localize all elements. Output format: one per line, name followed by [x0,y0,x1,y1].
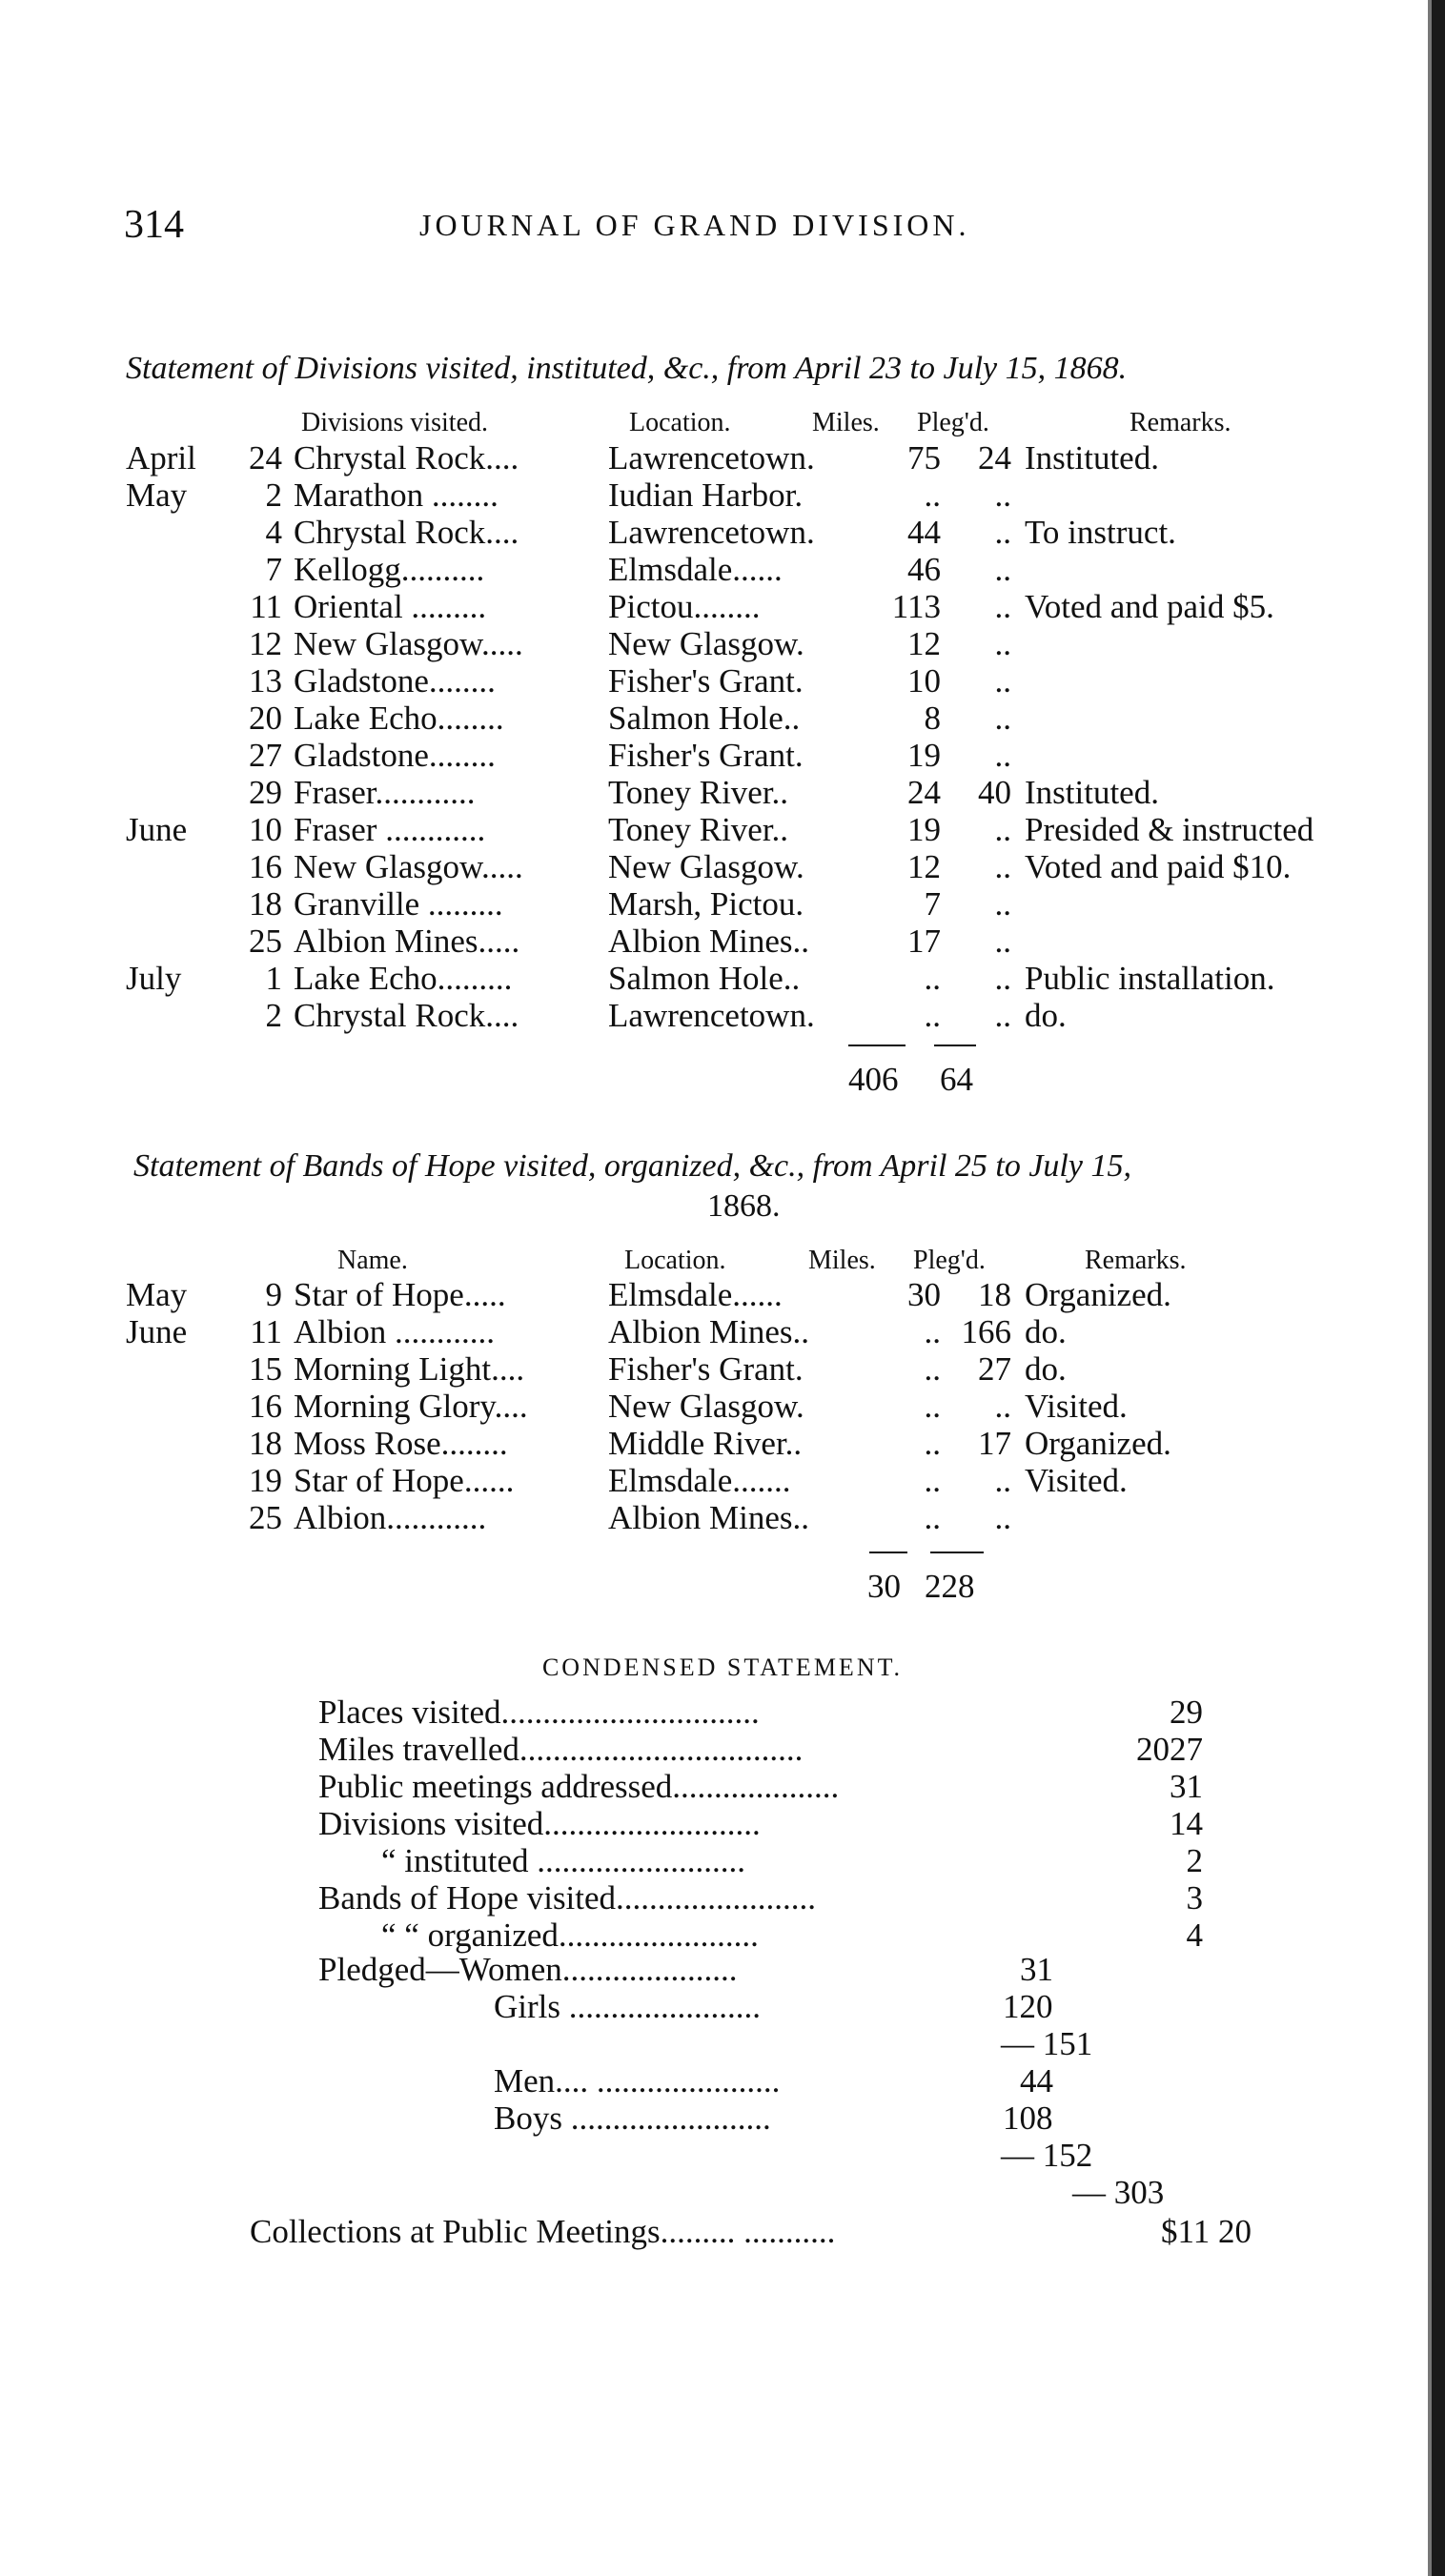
cell-miles: 30 [907,1276,941,1313]
cell-pledged: .. [994,700,1011,737]
cell-pledged: .. [994,960,1011,997]
cell-pledged: .. [994,997,1011,1034]
table-row [126,737,1406,774]
cell-location: New Glasgow. [608,848,804,885]
table-row [126,1313,1406,1350]
table-row [126,1276,1406,1313]
table-row [126,700,1406,737]
divisions-total-miles: 406 [848,1061,899,1098]
cell-pledged: 18 [978,1276,1011,1313]
table-row [126,1462,1406,1499]
cell-pledged: 166 [961,1313,1011,1350]
bands-col-pledged: Pleg'd. [913,1246,986,1275]
cell-miles: .. [924,1462,941,1499]
cell-miles: .. [924,1388,941,1425]
condensed-title: CONDENSED STATEMENT. [541,1653,904,1681]
cell-remarks [1025,885,1406,923]
bands-pledged-rule [930,1552,984,1553]
divisions-pledged-rule [934,1045,976,1046]
cell-miles: .. [924,1313,941,1350]
page-edge [1432,0,1445,2576]
cell-location: Fisher's Grant. [608,1350,804,1388]
page-number: 314 [124,203,184,247]
cell-pledged: 24 [978,439,1011,477]
condensed-line-value: 31 [1170,1768,1203,1805]
cell-month: June [126,811,188,848]
cell-day: 20 [249,700,282,737]
cell-location: Albion Mines.. [608,1499,809,1536]
bands-col-remarks: Remarks. [1085,1246,1187,1275]
cell-pledged: .. [994,848,1011,885]
cell-pledged: 17 [978,1425,1011,1462]
cell-miles: 113 [891,588,941,625]
condensed-line-value: 2027 [1136,1731,1203,1768]
table-row [126,588,1406,625]
cell-location: Lawrencetown. [608,439,815,477]
cell-remarks: Presided & instructed [1025,811,1314,848]
pledged-boys-label: Boys ........................ [494,2099,771,2137]
cell-miles: 46 [907,551,941,588]
cell-miles: 12 [907,848,941,885]
cell-name: Gladstone........ [294,737,496,774]
cell-remarks: Visited. [1025,1462,1128,1499]
cell-miles: 8 [924,700,941,737]
cell-remarks: Instituted. [1025,774,1159,811]
cell-month [126,923,238,960]
table-row [126,1388,1406,1425]
table-row [126,997,1406,1034]
cell-month [126,1388,238,1425]
condensed-line-label: “ instituted ......................... [381,1842,746,1879]
pledged-men-value: 44 [1020,2062,1053,2099]
cell-pledged: .. [994,662,1011,700]
cell-name: Lake Echo......... [294,960,513,997]
cell-remarks: Voted and paid $5. [1025,588,1274,625]
condensed-line-value: 29 [1170,1694,1203,1731]
cell-day: 29 [249,774,282,811]
cell-remarks: Public installation. [1025,960,1275,997]
cell-remarks: do. [1025,997,1067,1034]
cell-name: New Glasgow..... [294,848,523,885]
cell-name: Gladstone........ [294,662,496,700]
cell-name: Marathon ........ [294,477,499,514]
cell-location: Elmsdale....... [608,1462,791,1499]
cell-miles: 44 [907,514,941,551]
cell-month [126,997,238,1034]
table-row [126,848,1406,885]
cell-day: 24 [249,439,282,477]
cell-name: Star of Hope..... [294,1276,506,1313]
cell-name: New Glasgow..... [294,625,523,662]
table-row [126,439,1406,477]
condensed-line-value: 4 [1186,1917,1203,1954]
table-row [126,551,1406,588]
cell-pledged: .. [994,923,1011,960]
cell-day: 9 [265,1276,282,1313]
cell-day: 25 [249,1499,282,1536]
condensed-line-label: “ “ organized........................ [381,1917,759,1954]
cell-day: 11 [250,1313,282,1350]
cell-day: 10 [249,811,282,848]
cell-remarks: Organized. [1025,1276,1171,1313]
table-row [126,960,1406,997]
cell-name: Chrystal Rock.... [294,997,519,1034]
cell-name: Morning Glory.... [294,1388,528,1425]
cell-day: 16 [249,848,282,885]
cell-location: New Glasgow. [608,1388,804,1425]
cell-location: Lawrencetown. [608,997,815,1034]
cell-miles: 24 [907,774,941,811]
cell-remarks: do. [1025,1350,1067,1388]
bands-caption-year: 1868. [707,1188,781,1224]
cell-name: Morning Light.... [294,1350,525,1388]
table-row [126,885,1406,923]
pledged-women-label: Pledged—Women..................... [318,1951,738,1988]
page-header [124,202,1344,259]
cell-day: 2 [265,997,282,1034]
pledged-men-label: Men.... ...................... [494,2062,781,2099]
collections-label: Collections at Public Meetings......... ........... [250,2213,836,2250]
cell-day: 16 [249,1388,282,1425]
cell-month: July [126,960,182,997]
bands-caption: Statement of Bands of Hope visited, organized, &c., from April 25 to July 15, [133,1148,1131,1184]
cell-remarks [1025,700,1406,737]
divisions-table [126,439,1406,1034]
pledged-girls-value: 120 [1003,1988,1053,2025]
cell-month: May [126,477,188,514]
table-row [126,923,1406,960]
divisions-col-pledged: Pleg'd. [917,408,989,437]
cell-remarks: Instituted. [1025,439,1159,477]
cell-location: Fisher's Grant. [608,737,804,774]
cell-miles: 10 [907,662,941,700]
cell-day: 18 [249,1425,282,1462]
cell-pledged: 40 [978,774,1011,811]
cell-remarks: Visited. [1025,1388,1128,1425]
divisions-col-location: Location. [629,408,731,437]
divisions-col-miles: Miles. [812,408,880,437]
table-row [126,774,1406,811]
cell-day: 4 [265,514,282,551]
cell-location: Salmon Hole.. [608,700,801,737]
cell-pledged: .. [994,1462,1011,1499]
page-edge-shadow [1428,0,1432,2576]
cell-month [126,551,238,588]
bands-table [126,1276,1406,1536]
cell-day: 13 [249,662,282,700]
cell-name: Oriental ......... [294,588,487,625]
cell-location: Middle River.. [608,1425,803,1462]
cell-name: Moss Rose........ [294,1425,508,1462]
cell-location: Pictou........ [608,588,761,625]
table-row [126,477,1406,514]
cell-pledged: .. [994,737,1011,774]
cell-day: 2 [265,477,282,514]
cell-month [126,1425,238,1462]
bands-col-location: Location. [624,1246,726,1275]
cell-miles: .. [924,1350,941,1388]
cell-location: New Glasgow. [608,625,804,662]
condensed-line-label: Public meetings addressed.................... [318,1768,840,1805]
cell-remarks: Organized. [1025,1425,1171,1462]
divisions-caption: Statement of Divisions visited, instituted, &c., from April 23 to July 15, 1868. [126,351,1128,386]
cell-month [126,588,238,625]
cell-name: Fraser............ [294,774,476,811]
table-row [126,625,1406,662]
divisions-col-name: Divisions visited. [301,408,489,437]
cell-miles: .. [924,997,941,1034]
cell-miles: 12 [907,625,941,662]
collections-value: $11 20 [1161,2213,1252,2250]
cell-miles: 17 [907,923,941,960]
cell-day: 25 [249,923,282,960]
cell-name: Fraser ............ [294,811,486,848]
cell-month: May [126,1276,188,1313]
cell-remarks: To instruct. [1025,514,1176,551]
divisions-col-remarks: Remarks. [1130,408,1231,437]
cell-location: Albion Mines.. [608,1313,809,1350]
cell-month [126,662,238,700]
cell-month [126,1350,238,1388]
condensed-line-label: Divisions visited.......................... [318,1805,761,1842]
cell-miles: 19 [907,811,941,848]
cell-name: Albion............ [294,1499,487,1536]
cell-month: April [126,439,196,477]
condensed-line-label: Places visited............................... [318,1694,760,1731]
cell-pledged: .. [994,588,1011,625]
cell-location: Elmsdale...... [608,1276,783,1313]
table-row [126,662,1406,700]
cell-pledged: .. [994,885,1011,923]
cell-location: Toney River.. [608,774,789,811]
cell-remarks [1025,923,1406,960]
total-pledged: — 303 [1072,2174,1165,2211]
cell-remarks: do. [1025,1313,1067,1350]
cell-remarks [1025,477,1406,514]
cell-location: Toney River.. [608,811,789,848]
cell-pledged: .. [994,477,1011,514]
bands-total-pledged: 228 [925,1568,975,1605]
condensed-line-label: Miles travelled.................................. [318,1731,804,1768]
cell-name: Albion ............ [294,1313,495,1350]
table-row [126,514,1406,551]
cell-remarks [1025,737,1406,774]
female-subtotal: — 151 [1001,2025,1093,2062]
cell-location: Marsh, Pictou. [608,885,804,923]
cell-day: 27 [249,737,282,774]
cell-name: Granville ......... [294,885,503,923]
male-subtotal: — 152 [1001,2137,1093,2174]
condensed-line-label: Bands of Hope visited........................ [318,1879,817,1917]
divisions-miles-rule [848,1045,906,1046]
running-title: JOURNAL OF GRAND DIVISION. [419,208,970,242]
cell-miles: 75 [907,439,941,477]
cell-pledged: .. [994,1499,1011,1536]
cell-day: 18 [249,885,282,923]
cell-remarks [1025,662,1406,700]
cell-month [126,514,238,551]
cell-pledged: .. [994,811,1011,848]
cell-day: 15 [249,1350,282,1388]
cell-location: Lawrencetown. [608,514,815,551]
cell-location: Albion Mines.. [608,923,809,960]
cell-month [126,885,238,923]
cell-miles: 19 [907,737,941,774]
bands-miles-rule [869,1552,907,1553]
cell-location: Salmon Hole.. [608,960,801,997]
table-row [126,1499,1406,1536]
cell-location: Elmsdale...... [608,551,783,588]
bands-col-name: Name. [337,1246,408,1275]
cell-remarks: Voted and paid $10. [1025,848,1292,885]
cell-pledged: .. [994,551,1011,588]
pledged-girls-label: Girls ....................... [494,1988,761,2025]
pledged-boys-value: 108 [1003,2099,1053,2137]
cell-location: Iudian Harbor. [608,477,804,514]
cell-month [126,1499,238,1536]
cell-name: Star of Hope...... [294,1462,515,1499]
cell-remarks [1025,551,1406,588]
cell-remarks [1025,1499,1406,1536]
table-row [126,1350,1406,1388]
cell-day: 12 [249,625,282,662]
condensed-line-value: 2 [1186,1842,1203,1879]
cell-name: Chrystal Rock.... [294,439,519,477]
cell-miles: .. [924,1499,941,1536]
table-row [126,1425,1406,1462]
cell-month [126,774,238,811]
cell-pledged: 27 [978,1350,1011,1388]
cell-name: Chrystal Rock.... [294,514,519,551]
cell-miles: .. [924,1425,941,1462]
cell-name: Albion Mines..... [294,923,520,960]
condensed-line-value: 3 [1186,1879,1203,1917]
cell-miles: .. [924,477,941,514]
condensed-line-value: 14 [1170,1805,1203,1842]
cell-month [126,700,238,737]
cell-pledged: .. [994,625,1011,662]
cell-day: 1 [265,960,282,997]
cell-month [126,737,238,774]
pledged-women-value: 31 [1020,1951,1053,1988]
cell-day: 19 [249,1462,282,1499]
cell-pledged: .. [994,514,1011,551]
cell-day: 7 [265,551,282,588]
cell-pledged: .. [994,1388,1011,1425]
bands-total-miles: 30 [867,1568,901,1605]
bands-col-miles: Miles. [808,1246,876,1275]
cell-location: Fisher's Grant. [608,662,804,700]
cell-miles: .. [924,960,941,997]
table-row [126,811,1406,848]
cell-month [126,848,238,885]
divisions-total-pledged: 64 [940,1061,973,1098]
cell-month: June [126,1313,188,1350]
cell-miles: 7 [924,885,941,923]
cell-remarks [1025,625,1406,662]
cell-name: Kellogg.......... [294,551,485,588]
cell-month [126,625,238,662]
cell-day: 11 [250,588,282,625]
cell-month [126,1462,238,1499]
cell-name: Lake Echo........ [294,700,504,737]
